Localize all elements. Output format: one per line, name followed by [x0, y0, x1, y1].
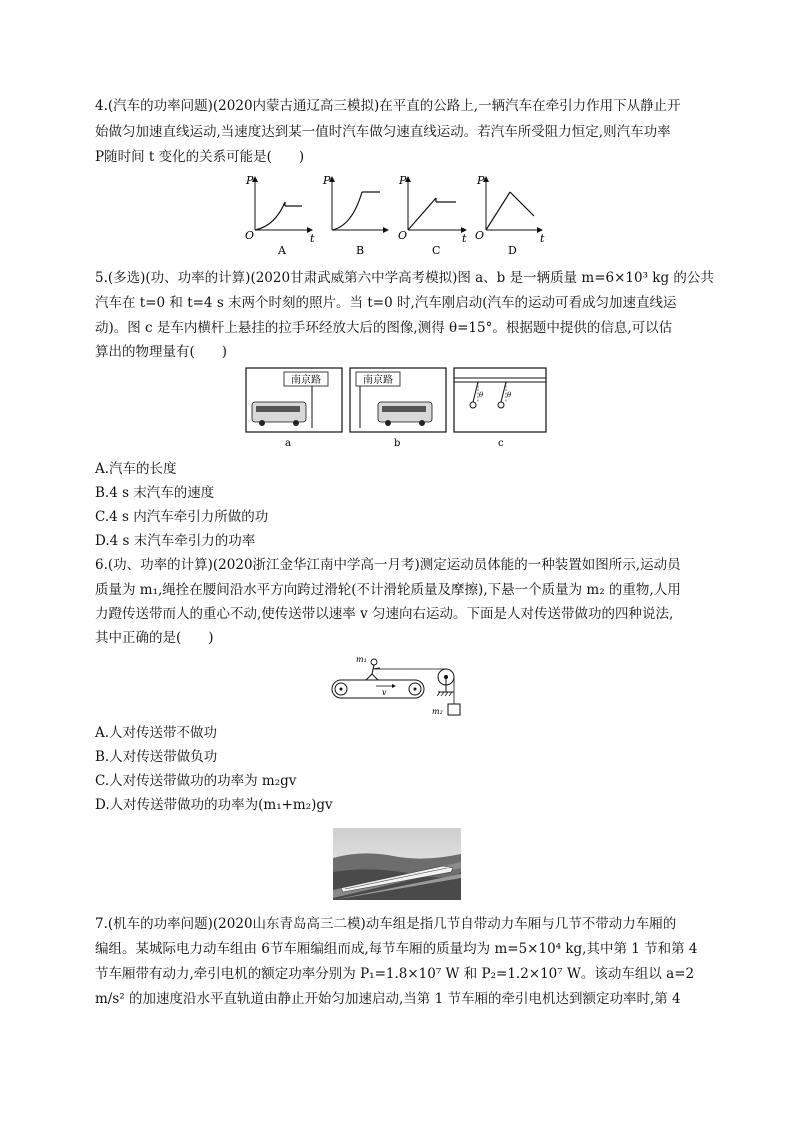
q5-line-4: 算出的物理量有( ) [95, 344, 228, 360]
panel-c-theta-1: θ [479, 391, 484, 399]
q5-option-c: C.4 s 内汽车牵引力所做的功 [95, 509, 269, 525]
q5-line-1: 5.(多选)(功、功率的计算)(2020甘肃武威第六中学高考模拟)图 a、b 是一辆质量 m=6×10³ kg 的公共 [95, 270, 714, 286]
q6-option-c: C.人对传送带做功的功率为 m₂gv [95, 773, 297, 789]
graph-d [475, 174, 545, 257]
q6-option-b: B.人对传送带做负功 [95, 749, 218, 765]
panel-a-sign: 南京路 [291, 375, 321, 386]
q6-line-4: 其中正确的是( ) [95, 630, 214, 646]
q5-line-2: 汽车在 t=0 和 t=4 s 末两个时刻的照片。当 t=0 时,汽车刚启动(汽车的运动可看成匀加速直线运 [95, 295, 677, 311]
panel-a-label: a [285, 438, 291, 449]
graph-a-xlabel: t [310, 232, 315, 245]
panel-c [454, 368, 546, 449]
q6-fig-m2: m₂ [432, 707, 443, 716]
q4-line-3: P随时间 t 变化的关系可能是( ) [95, 149, 305, 165]
q5-line-3: 动)。图 c 是车内横杆上悬挂的拉手环经放大后的图像,测得 θ=15°。根据题中提供的信息,可以估 [95, 320, 673, 336]
q6-option-a: A.人对传送带不做功 [95, 725, 218, 741]
q6-conveyor-figure [328, 650, 468, 720]
q4-line-2: 始做匀加速直线运动,当速度达到某一值时汽车做匀速直线运动。若汽车所受阻力恒定,则汽车功率 [95, 124, 671, 140]
graph-a-origin: O [245, 229, 255, 242]
q7-line-3: 节车厢带有动力,牵引电机的额定功率分别为 P₁=1.8×10⁷ W 和 P₂=1.2×10⁷ W。该动车组以 a=2 [95, 966, 695, 982]
q6-line-1: 6.(功、功率的计算)(2020浙江金华江南中学高一月考)测定运动员体能的一种装置如图所示,运动员 [95, 557, 681, 573]
panel-b-label: b [394, 438, 401, 449]
q4-line-1: 4.(汽车的功率问题)(2020内蒙古通辽高三模拟)在平直的公路上,一辆汽车在牵引力作用下从静止开 [95, 98, 681, 114]
q6-fig-v: v [382, 688, 387, 697]
q6-option-d: D.人对传送带做功的功率为(m₁+m₂)gv [95, 797, 333, 813]
graph-b-label: B [356, 244, 365, 257]
bullet-train-photo [333, 828, 461, 900]
graph-c-label: C [432, 244, 441, 257]
graph-a-ylabel: P [246, 174, 254, 187]
graph-a-label: A [278, 244, 286, 257]
q6-fig-m1: m₁ [356, 655, 367, 664]
panel-c-theta-2: θ [507, 391, 512, 399]
q5-option-b: B.4 s 末汽车的速度 [95, 485, 215, 501]
panel-b-sign: 南京路 [363, 375, 393, 386]
graph-c-ylabel: P [399, 174, 407, 187]
q5-option-a: A.汽车的长度 [95, 461, 177, 477]
q6-line-3: 力蹬传送带而人的重心不动,使传送带以速率 v 匀速向右运动。下面是人对传送带做功的四种说法, [95, 606, 674, 622]
graph-a [245, 174, 315, 257]
graph-c-origin: O [398, 229, 408, 242]
graph-b [322, 174, 388, 257]
q5-option-d: D.4 s 末汽车牵引力的功率 [95, 533, 256, 549]
q7-line-1: 7.(机车的功率问题)(2020山东青岛高三二模)动车组是指几节自带动力车厢与几节不带动力车厢的 [95, 916, 677, 932]
panel-a [246, 368, 342, 449]
panel-b [350, 368, 446, 449]
q6-line-2: 质量为 m₁,绳拴在腰间沿水平方向跨过滑轮(不计滑轮质量及摩擦),下悬一个质量为 m₂ 的重物,人用 [95, 582, 681, 598]
graph-c [398, 174, 467, 257]
graph-d-label: D [508, 244, 517, 257]
q4-graphs-figure [240, 172, 560, 262]
graph-b-ylabel: P [323, 174, 331, 187]
q5-photos-figure [244, 366, 549, 456]
q7-line-2: 编组。某城际电力动车组由 6节车厢编组而成,每节车厢的质量均为 m=5×10⁴ kg,其中第 1 节和第 4 [95, 941, 698, 957]
graph-d-ylabel: P [477, 174, 485, 187]
panel-c-label: c [498, 438, 504, 449]
graph-c-xlabel: t [462, 232, 467, 245]
q7-line-4: m/s² 的加速度沿水平直轨道由静止开始匀加速启动,当第 1 节车厢的牵引电机达到额定功率时,第 4 [95, 991, 681, 1007]
graph-d-xlabel: t [540, 232, 545, 245]
graph-d-origin: O [475, 229, 485, 242]
